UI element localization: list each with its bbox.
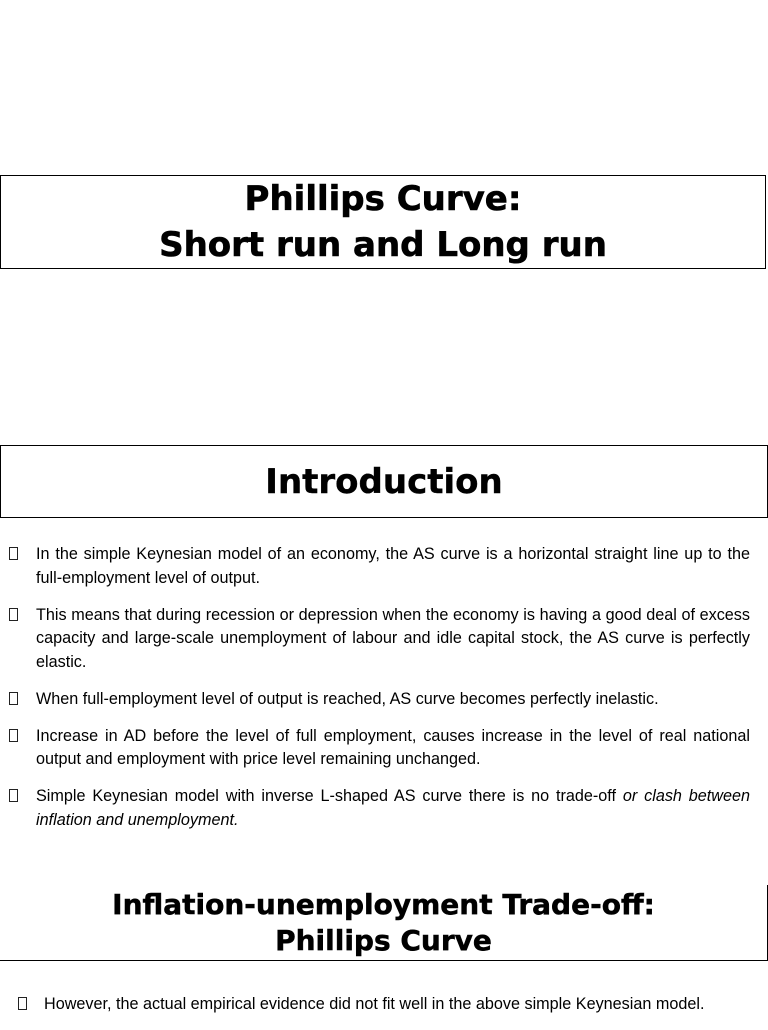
- bullet-italic-text: or clash between inflation and unemployment.: [36, 787, 750, 829]
- bullet-text: When full-employment level of output is reached, AS curve becomes perfectly inelastic.: [36, 689, 659, 708]
- bullet-text: Increase in AD before the level of full employment, causes increase in the level of real national output and employment with price level remaining unchanged.: [36, 726, 750, 768]
- list-item: [0, 725, 768, 772]
- title-box: [0, 175, 766, 269]
- section-heading-line-2: Phillips Curve: [275, 923, 492, 957]
- bullet-text: This means that during recession or depression when the economy is having a good deal of excess capacity and large-scale unemployment of labour and idle capital stock, the AS curve is perfectly elastic.: [36, 605, 750, 671]
- section-heading-line-1: Inflation-unemployment Trade-off:: [112, 887, 655, 921]
- bullet-text: However, the actual empirical evidence did not fit well in the above simple Keynesian model.: [44, 995, 705, 1013]
- bullet-text: Simple Keynesian model with inverse L-shaped AS curve there is no trade-off: [36, 787, 623, 805]
- page-title-line-2: Short run and Long run: [159, 225, 607, 265]
- list-item: [0, 785, 768, 832]
- list-item: [0, 604, 768, 675]
- box-bullet-icon: [9, 692, 18, 705]
- box-bullet-icon: [9, 608, 18, 621]
- list-item: [0, 543, 768, 590]
- box-bullet-icon: [9, 789, 18, 802]
- box-bullet-icon: [9, 729, 18, 742]
- introduction-heading: Introduction: [265, 461, 503, 502]
- introduction-heading-box: [0, 445, 768, 518]
- list-item: [0, 688, 768, 712]
- bullet-text: In the simple Keynesian model of an economy, the AS curve is a horizontal straight line up to the full-employment level of output.: [36, 545, 750, 587]
- list-item: [0, 993, 768, 1017]
- section-heading-box: [0, 885, 768, 961]
- box-bullet-icon: [9, 547, 18, 560]
- section2-bullet-list: [0, 993, 768, 1030]
- introduction-bullet-list: [0, 543, 768, 846]
- page-title-line-1: Phillips Curve:: [244, 179, 522, 219]
- box-bullet-icon: [18, 997, 27, 1010]
